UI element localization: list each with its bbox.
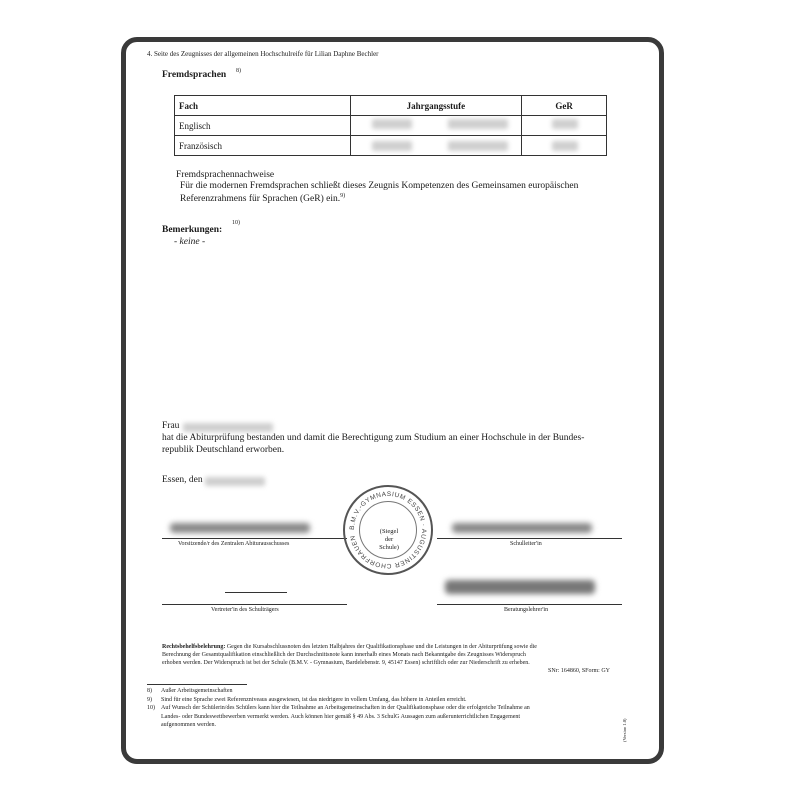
seal-label-line: der	[384, 536, 394, 543]
page-header: 4. Seite des Zeugnisses der allgemeinen Hochschulreife für Lilian Daphne Bechler	[147, 50, 379, 58]
seal-label	[360, 528, 418, 552]
rechtsbehelf-label: Rechtsbehelfsbelehrung:	[162, 644, 226, 650]
seal-inner-ring	[359, 501, 417, 559]
seal-label-line: Schule)	[379, 544, 399, 551]
column-header-ger: GeR	[522, 96, 607, 116]
column-header-fach: Fach	[175, 96, 351, 116]
signature-label-vertreter: Vertreter'in des Schulträgers	[211, 607, 279, 613]
cell-fach: Englisch	[175, 116, 351, 136]
nachweis-line2-container	[180, 193, 345, 204]
footnote-num: 8)	[147, 688, 152, 694]
rechtsbehelf-line2: Berechnung der Gesamtqualifikation einschließlich der Durchschnittsnote kann innerhalb eines Monats nach Bekanntgabe des Zeugnisses Widerspruch	[162, 652, 526, 658]
rechtsbehelf-block	[162, 643, 617, 667]
seal-label-line: (Siegel	[379, 528, 399, 535]
seal-ring-text: B.M.V.-GYMNASIUM ESSEN · AUGUSTINER CHORFRAUEN	[348, 490, 428, 570]
signature-label-schulleiter: Schulleiter'in	[510, 541, 542, 547]
redacted-value	[372, 119, 412, 129]
footnote-text: Auf Wunsch der Schülerin/des Schülers kann hier die Teilnahme an Arbeitsgemeinschaften in der Qualifikationsphase oder die erfolgreiche Teilnahme an	[161, 705, 530, 711]
nachweis-title: Fremdsprachennachweise	[176, 170, 275, 180]
footnote-item	[147, 687, 617, 696]
footnote-item	[147, 696, 617, 705]
fremdsprachen-title: Fremdsprachen	[162, 70, 227, 80]
signature-line-short	[225, 592, 287, 593]
redacted-value	[552, 119, 578, 129]
signature-line	[162, 604, 347, 605]
redacted-value	[448, 141, 508, 151]
footnote-text: Außer Arbeitsgemeinschaften	[161, 688, 233, 694]
abitur-line2: republik Deutschland erworben.	[162, 445, 285, 455]
footnotes	[147, 687, 617, 730]
abitur-line1: hat die Abiturprüfung bestanden und damit die Berechtigung zum Studium an einer Hochschule in der Bundes-	[162, 433, 585, 443]
signature-label-vorsitz: Vorsitzende/r des Zentralen Abiturausschusses	[178, 541, 290, 547]
bemerkungen-title: Bemerkungen:	[162, 225, 223, 235]
footnote-item	[147, 704, 617, 713]
redacted-value	[372, 141, 412, 151]
footnote-item	[147, 721, 617, 730]
footnote-item	[147, 713, 617, 722]
signature-line	[162, 538, 347, 539]
redacted-name	[183, 423, 273, 432]
nachweis-line2: Referenzrahmens für Sprachen (GeR) ein.	[180, 194, 341, 205]
fremdsprachen-footnote: 8)	[236, 68, 241, 74]
school-seal-icon	[343, 485, 433, 575]
redacted-value	[448, 119, 508, 129]
version-label: (Version 1.0)	[622, 718, 627, 742]
snr-label: SNr: 164860, SForm: GY	[548, 668, 611, 674]
footnote-text: aufgenommen werden.	[161, 722, 216, 728]
footnote-num: 9)	[147, 696, 152, 703]
column-header-jahrgangsstufe: Jahrgangsstufe	[350, 96, 522, 116]
footnote-divider	[147, 684, 247, 685]
redacted-date	[205, 477, 265, 486]
bemerkungen-value: - keine -	[174, 237, 206, 247]
place-date-label: Essen, den	[162, 475, 203, 485]
frau-label: Frau	[162, 421, 180, 431]
signature-vorsitz	[170, 523, 310, 533]
cell-fach: Französisch	[175, 136, 351, 156]
footnote-text: Landes- oder Bundeswettbewerben vermerkt werden. Auch können hier gemäß § 49 Abs. 3 SchulG Aussagen zum außerunterrichtlichen Engagement	[161, 713, 521, 720]
signature-label-beratung: Beratungslehrer'in	[504, 607, 549, 613]
footnote-num: 10)	[147, 705, 155, 711]
signature-line	[437, 604, 622, 605]
rechtsbehelf-line1: Gegen die Kursabschlussnoten des letzten Halbjahres der Qualifikationsphase und die Leistungen in der Abiturprüfung sowie die	[226, 644, 537, 650]
nachweis-line1: Für die modernen Fremdsprachen schließt dieses Zeugnis Kompetenzen des Gemeinsamen europäischen	[180, 181, 579, 191]
redacted-value	[552, 141, 578, 151]
footnote-text: Sind für eine Sprache zwei Referenzniveaus ausgewiesen, ist das niedrigere in vollem Umfang, das höhere in Anteilen erreicht.	[161, 696, 467, 703]
signature-beratung	[445, 580, 595, 594]
bemerkungen-footnote: 10)	[232, 220, 240, 226]
rechtsbehelf-line1-container	[162, 643, 617, 651]
table-header-row	[175, 96, 607, 116]
rechtsbehelf-line3: erhoben werden. Der Widerspruch ist bei der Schule (B.M.V. - Gymnasium, Bardelebenstr. 9, 45147 Essen) schriftlich oder zur Niederschrift zu erheben.	[162, 660, 530, 666]
nachweis-footnote: 9)	[340, 193, 346, 199]
signature-line	[437, 538, 622, 539]
signature-schulleiter	[452, 523, 592, 533]
